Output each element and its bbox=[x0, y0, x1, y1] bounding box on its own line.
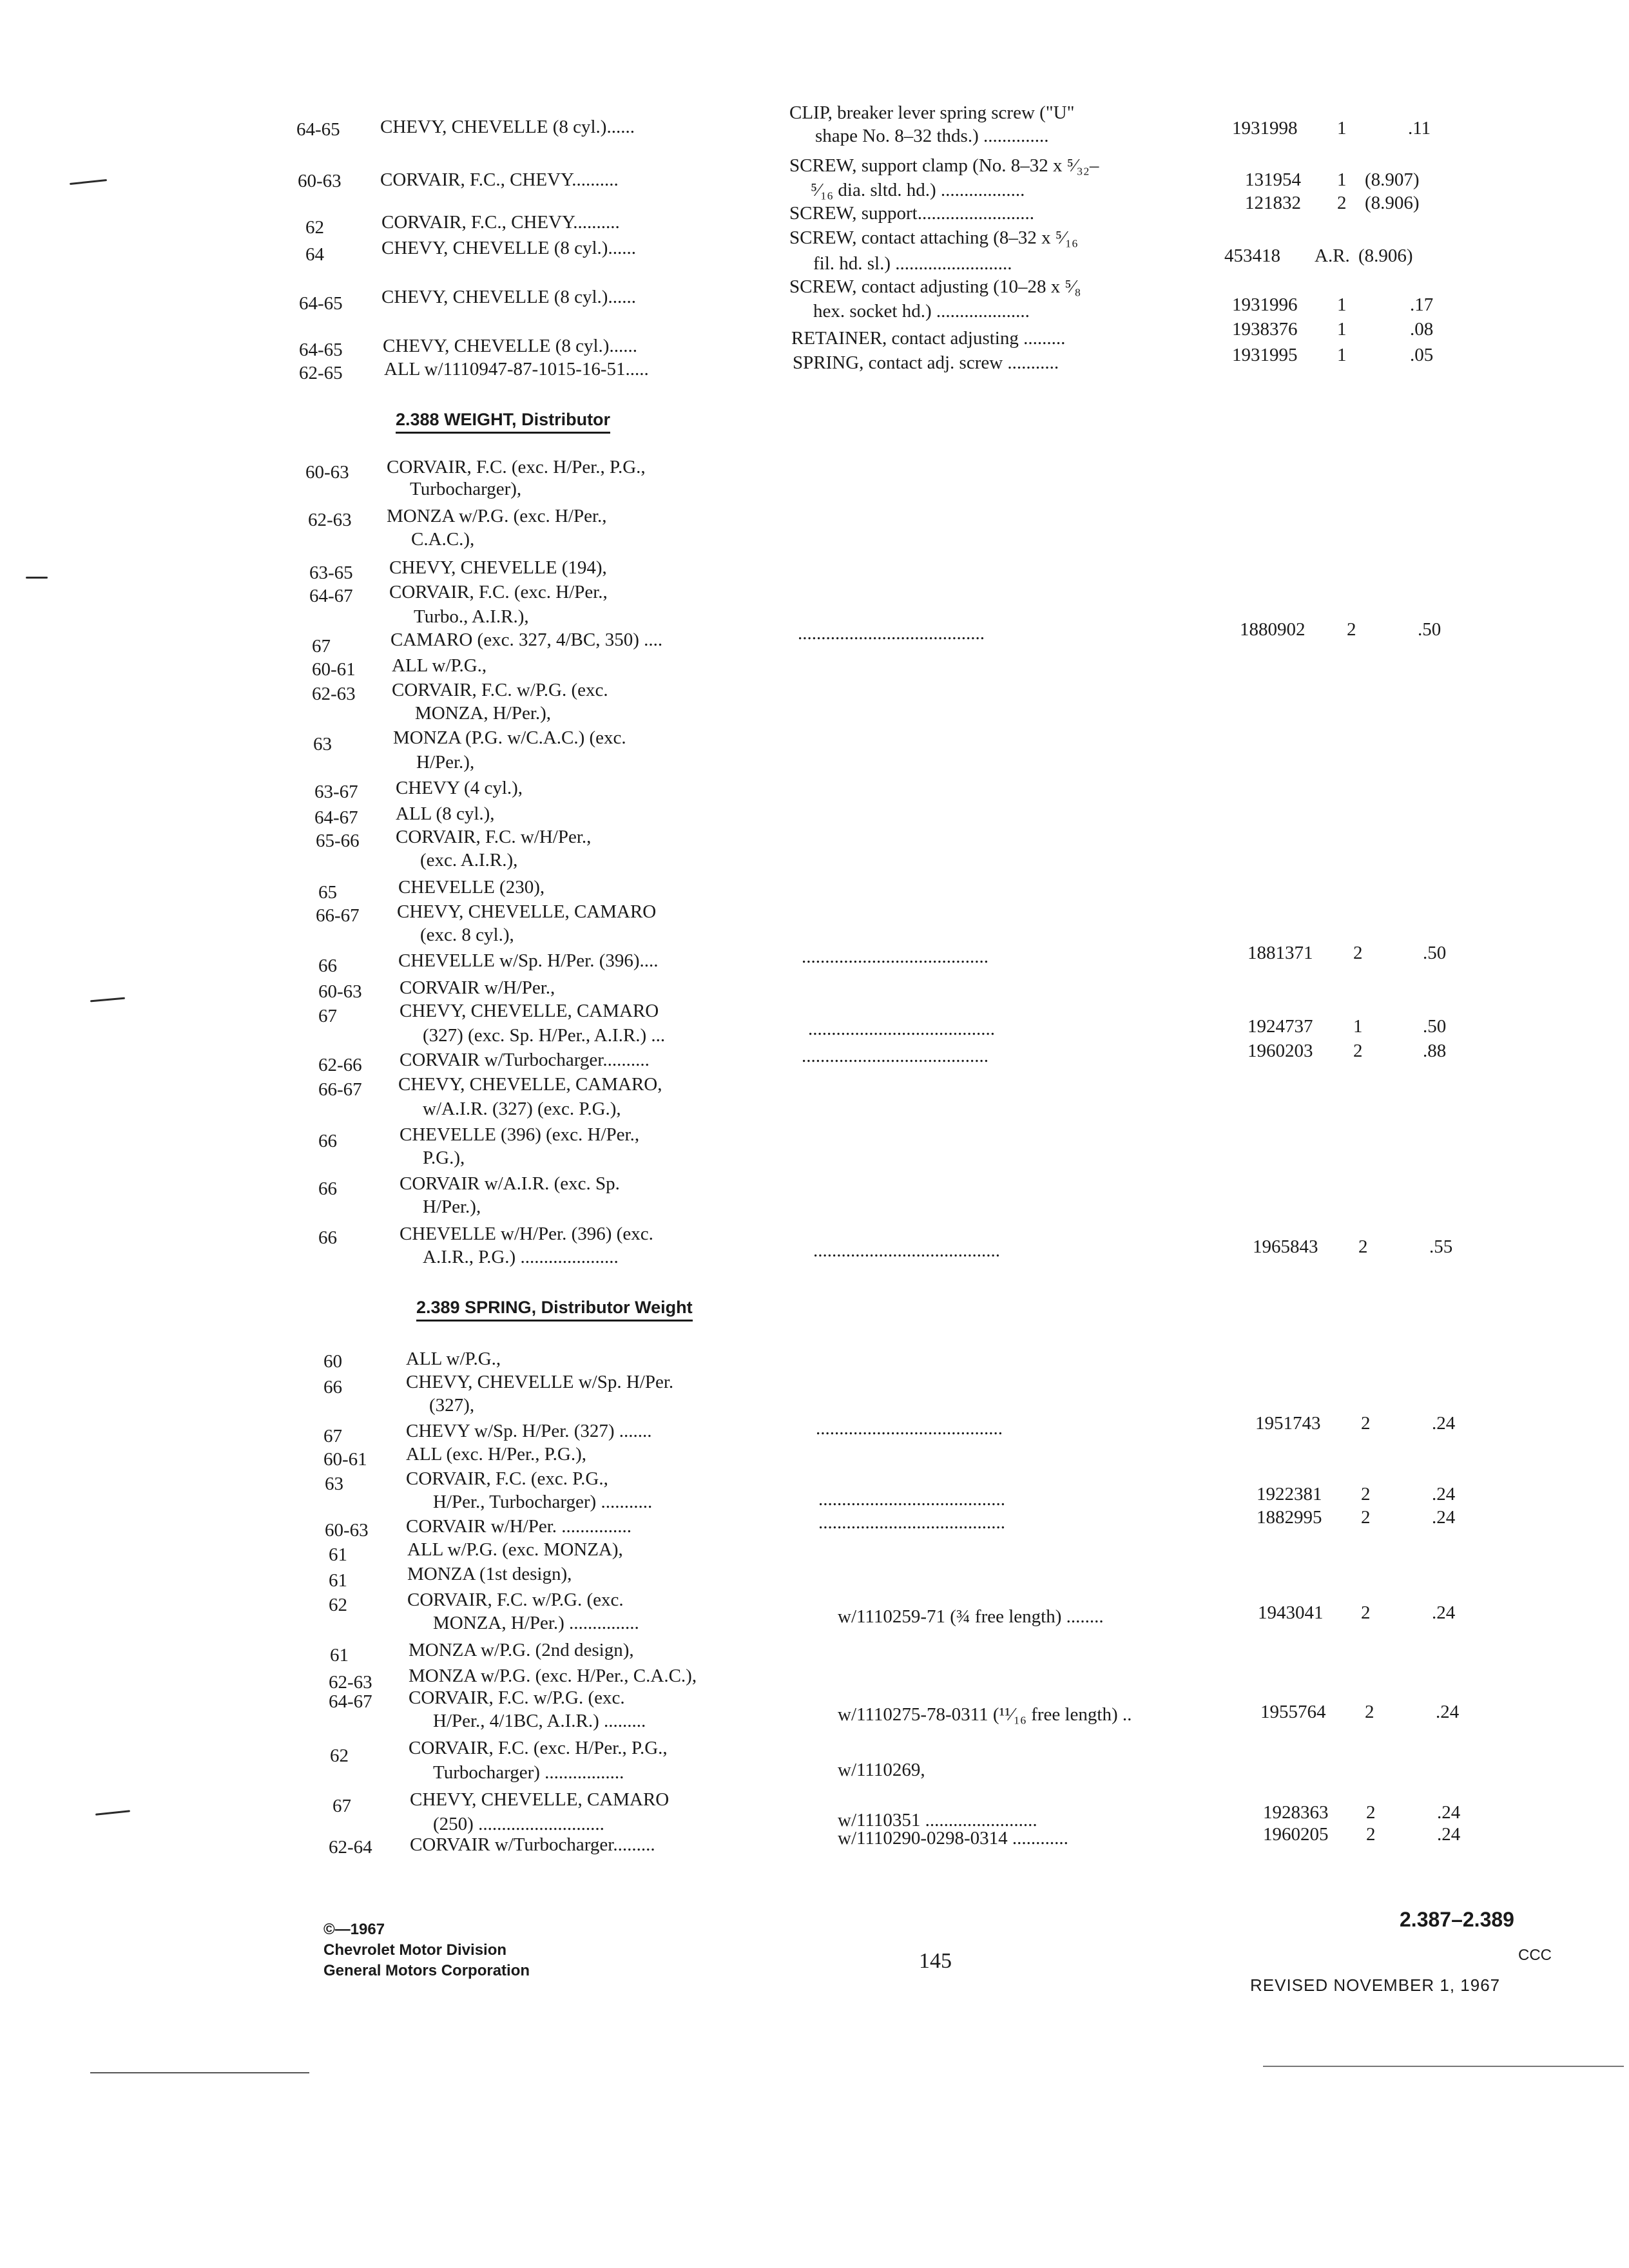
row-year: 66 bbox=[318, 1131, 337, 1151]
leader-dots: ........................................ bbox=[798, 623, 985, 644]
row-year: 63 bbox=[325, 1474, 343, 1494]
entry-part-cont: hex. socket hd.) .................... bbox=[813, 301, 1030, 322]
section-range: 2.387–2.389 bbox=[1400, 1908, 1514, 1931]
row-year: 62-63 bbox=[329, 1672, 372, 1693]
row-year: 66-67 bbox=[316, 905, 360, 926]
entry-part: RETAINER, contact adjusting ......... bbox=[791, 328, 1066, 349]
row-models: CORVAIR, F.C. w/P.G. (exc. bbox=[392, 680, 608, 700]
part-variant: w/1110259-71 (¾ free length) ........ bbox=[838, 1606, 1104, 1627]
price: .24 bbox=[1432, 1484, 1456, 1504]
part-number: 1943041 bbox=[1258, 1602, 1324, 1623]
row-models-cont: (exc. 8 cyl.), bbox=[420, 925, 514, 945]
row-models: CAMARO (exc. 327, 4/BC, 350) .... bbox=[390, 629, 663, 650]
quantity: 2 bbox=[1366, 1802, 1376, 1823]
quantity: 2 bbox=[1361, 1413, 1371, 1434]
price: .24 bbox=[1432, 1602, 1456, 1623]
row-models: MONZA w/P.G. (exc. H/Per., C.A.C.), bbox=[409, 1666, 697, 1686]
row-year: 67 bbox=[323, 1426, 342, 1446]
leader-dots: ........................................ bbox=[802, 947, 988, 967]
row-year: 62-64 bbox=[329, 1837, 372, 1858]
entry-models: CHEVY, CHEVELLE (8 cyl.)...... bbox=[380, 117, 635, 137]
row-year: 60-61 bbox=[312, 659, 356, 680]
leader-dots: ........................................ bbox=[813, 1240, 1000, 1261]
row-year: 64-67 bbox=[314, 807, 358, 828]
row-models-cont: Turbocharger) ................. bbox=[433, 1762, 624, 1783]
quantity: 2 bbox=[1361, 1507, 1371, 1528]
row-year: 63-67 bbox=[314, 782, 358, 802]
row-models: CHEVY, CHEVELLE, CAMARO bbox=[410, 1789, 670, 1810]
price: .05 bbox=[1410, 345, 1434, 365]
part-number: 1965843 bbox=[1253, 1236, 1318, 1257]
corporation-name: General Motors Corporation bbox=[323, 1962, 530, 1979]
row-models-cont: (exc. A.I.R.), bbox=[420, 850, 518, 870]
row-year: 63 bbox=[313, 734, 332, 754]
price: .24 bbox=[1432, 1413, 1456, 1434]
entry-year: 62 bbox=[305, 217, 324, 238]
entry-part-cont: ⁵⁄₁₆ dia. sltd. hd.) .................. bbox=[811, 180, 1025, 200]
part-number: 1880902 bbox=[1240, 619, 1306, 640]
price: .11 bbox=[1408, 118, 1431, 139]
row-models-cont: H/Per.), bbox=[423, 1196, 481, 1217]
price: .50 bbox=[1418, 619, 1441, 640]
quantity: 2 bbox=[1366, 1824, 1376, 1845]
row-models: CHEVY, CHEVELLE (194), bbox=[389, 557, 607, 578]
row-models: CHEVY (4 cyl.), bbox=[396, 778, 523, 798]
leader-dots: ........................................ bbox=[818, 1489, 1005, 1510]
row-models: ALL (exc. H/Per., P.G.), bbox=[406, 1444, 587, 1465]
price: .55 bbox=[1429, 1236, 1453, 1257]
row-year: 62-63 bbox=[308, 510, 352, 530]
price: .24 bbox=[1432, 1507, 1456, 1528]
entry-part: SCREW, support......................... bbox=[789, 203, 1034, 224]
row-models: CORVAIR, F.C. w/P.G. (exc. bbox=[407, 1590, 624, 1610]
part-variant: w/1110290-0298-0314 ............ bbox=[838, 1828, 1068, 1849]
entry-part: SCREW, contact adjusting (10–28 x ⁵⁄₈ bbox=[789, 276, 1081, 297]
entry-part-cont: fil. hd. sl.) ......................... bbox=[813, 253, 1012, 274]
row-year: 67 bbox=[318, 1006, 337, 1026]
row-year: 60-63 bbox=[305, 462, 349, 483]
entry-year: 62-65 bbox=[299, 363, 343, 383]
row-year: 60-63 bbox=[325, 1520, 369, 1541]
margin-mark bbox=[70, 179, 107, 185]
entry-part: SPRING, contact adj. screw ........... bbox=[793, 352, 1059, 373]
price: (8.907) bbox=[1365, 169, 1420, 190]
entry-part-cont: shape No. 8–32 thds.) .............. bbox=[815, 126, 1049, 146]
margin-mark bbox=[90, 997, 125, 1003]
row-models-cont: A.I.R., P.G.) ..................... bbox=[423, 1247, 619, 1267]
price: .50 bbox=[1423, 943, 1447, 963]
quantity: 1 bbox=[1353, 1016, 1363, 1037]
entry-year: 64-65 bbox=[299, 340, 343, 360]
row-models: CORVAIR, F.C. w/P.G. (exc. bbox=[409, 1687, 625, 1708]
row-models: CORVAIR, F.C. w/H/Per., bbox=[396, 827, 592, 847]
part-number: 1955764 bbox=[1260, 1702, 1326, 1722]
row-year: 67 bbox=[312, 636, 331, 657]
price: .24 bbox=[1437, 1802, 1461, 1823]
row-models: MONZA (1st design), bbox=[407, 1564, 572, 1584]
row-year: 66 bbox=[318, 956, 337, 976]
price: (8.906) bbox=[1365, 193, 1420, 213]
margin-mark bbox=[95, 1810, 130, 1816]
part-number: 1960203 bbox=[1248, 1041, 1313, 1061]
row-models: CORVAIR w/Turbocharger.......... bbox=[400, 1050, 650, 1070]
entry-year: 64-65 bbox=[299, 293, 343, 314]
quantity: 2 bbox=[1365, 1702, 1374, 1722]
row-models: CORVAIR, F.C. (exc. P.G., bbox=[406, 1468, 608, 1489]
row-year: 66-67 bbox=[318, 1079, 362, 1100]
row-models: CORVAIR, F.C. (exc. H/Per., bbox=[389, 582, 608, 602]
row-models: CHEVY, CHEVELLE, CAMARO bbox=[400, 1001, 659, 1021]
entry-models: CORVAIR, F.C., CHEVY.......... bbox=[380, 169, 619, 190]
price: (8.906) bbox=[1358, 245, 1413, 266]
bottom-rule-left bbox=[90, 2072, 309, 2073]
row-models-cont: MONZA, H/Per.), bbox=[415, 703, 552, 724]
leader-dots: ........................................ bbox=[802, 1046, 988, 1066]
row-year: 66 bbox=[318, 1178, 337, 1199]
row-models: ALL (8 cyl.), bbox=[396, 803, 495, 824]
entry-part: SCREW, contact attaching (8–32 x ⁵⁄₁₆ bbox=[789, 227, 1079, 248]
part-number: 1938376 bbox=[1232, 319, 1298, 340]
row-models: ALL w/P.G., bbox=[392, 655, 487, 676]
part-number: 121832 bbox=[1245, 193, 1301, 213]
row-models: CORVAIR w/H/Per., bbox=[400, 977, 555, 998]
row-year: 61 bbox=[329, 1570, 347, 1591]
row-models-cont: (250) ........................... bbox=[433, 1814, 604, 1834]
leader-dots: ........................................ bbox=[818, 1512, 1005, 1533]
row-year: 65 bbox=[318, 882, 337, 903]
row-models-cont: H/Per.), bbox=[416, 752, 475, 773]
price: .17 bbox=[1410, 294, 1434, 315]
section-heading-spring: 2.389 SPRING, Distributor Weight bbox=[416, 1296, 693, 1321]
part-number: 131954 bbox=[1245, 169, 1301, 190]
part-variant: w/1110351 ........................ bbox=[838, 1810, 1037, 1831]
part-number: 1931995 bbox=[1232, 345, 1298, 365]
quantity: 1 bbox=[1337, 118, 1347, 139]
copyright: ©—1967 bbox=[323, 1921, 385, 1938]
quantity: 2 bbox=[1361, 1602, 1371, 1623]
row-year: 66 bbox=[323, 1377, 342, 1398]
part-variant: w/1110269, bbox=[838, 1760, 925, 1780]
row-models: ALL w/P.G. (exc. MONZA), bbox=[407, 1539, 623, 1560]
part-number: 1882995 bbox=[1257, 1507, 1322, 1528]
quantity: 2 bbox=[1358, 1236, 1368, 1257]
section-heading-weight: 2.388 WEIGHT, Distributor bbox=[396, 408, 610, 434]
bottom-rule-right bbox=[1263, 2066, 1624, 2067]
price: .50 bbox=[1423, 1016, 1447, 1037]
part-number: 1928363 bbox=[1263, 1802, 1329, 1823]
entry-models: ALL w/1110947-87-1015-16-51..... bbox=[384, 359, 649, 380]
row-models: MONZA w/P.G. (2nd design), bbox=[409, 1640, 634, 1660]
entry-models: CHEVY, CHEVELLE (8 cyl.)...... bbox=[381, 287, 636, 307]
leader-dots: ........................................ bbox=[808, 1019, 995, 1039]
entry-models: CORVAIR, F.C., CHEVY.......... bbox=[381, 212, 620, 233]
row-models-cont: Turbocharger), bbox=[410, 479, 522, 499]
revised-date: REVISED NOVEMBER 1, 1967 bbox=[1250, 1975, 1501, 1995]
row-models-cont: P.G.), bbox=[423, 1148, 465, 1168]
row-models: MONZA w/P.G. (exc. H/Per., bbox=[387, 506, 607, 526]
quantity: 2 bbox=[1347, 619, 1356, 640]
part-number: 453418 bbox=[1224, 245, 1280, 266]
row-models-cont: Turbo., A.I.R.), bbox=[414, 606, 529, 627]
row-models-cont: (327) (exc. Sp. H/Per., A.I.R.) ... bbox=[423, 1025, 666, 1046]
page-number: 145 bbox=[919, 1949, 952, 1973]
entry-year: 64-65 bbox=[296, 119, 340, 140]
quantity: 1 bbox=[1337, 319, 1347, 340]
entry-part: SCREW, support clamp (No. 8–32 x ⁵⁄₃₂– bbox=[789, 155, 1099, 176]
row-year: 61 bbox=[330, 1645, 349, 1666]
part-number: 1931996 bbox=[1232, 294, 1298, 315]
part-variant: w/1110275-78-0311 (¹¹⁄₁₆ free length) .. bbox=[838, 1704, 1132, 1725]
row-year: 66 bbox=[318, 1227, 337, 1248]
row-models: MONZA (P.G. w/C.A.C.) (exc. bbox=[393, 727, 626, 748]
row-models: CHEVELLE (396) (exc. H/Per., bbox=[400, 1124, 640, 1145]
row-models: CORVAIR w/A.I.R. (exc. Sp. bbox=[400, 1173, 620, 1194]
price: .24 bbox=[1436, 1702, 1460, 1722]
price: .24 bbox=[1437, 1824, 1461, 1845]
entry-part: CLIP, breaker lever spring screw ("U" bbox=[789, 102, 1075, 123]
row-models: CHEVY, CHEVELLE, CAMARO bbox=[397, 901, 657, 922]
part-number: 1960205 bbox=[1263, 1824, 1329, 1845]
row-year: 61 bbox=[329, 1544, 347, 1565]
margin-mark bbox=[26, 577, 48, 579]
row-year: 64-67 bbox=[309, 586, 353, 606]
price: .08 bbox=[1410, 319, 1434, 340]
row-year: 62-63 bbox=[312, 684, 356, 704]
row-models: ALL w/P.G., bbox=[406, 1349, 501, 1369]
quantity: 1 bbox=[1337, 169, 1347, 190]
row-year: 65-66 bbox=[316, 831, 360, 851]
entry-year: 60-63 bbox=[298, 171, 342, 191]
quantity: 1 bbox=[1337, 345, 1347, 365]
row-models-cont: C.A.C.), bbox=[411, 529, 475, 550]
row-models: CHEVELLE (230), bbox=[398, 877, 545, 898]
quantity: 2 bbox=[1361, 1484, 1371, 1504]
row-models: CHEVELLE w/Sp. H/Per. (396).... bbox=[398, 950, 659, 971]
entry-year: 64 bbox=[305, 244, 324, 265]
row-models: CHEVY, CHEVELLE w/Sp. H/Per. bbox=[406, 1372, 674, 1392]
row-models: CHEVY, CHEVELLE, CAMARO, bbox=[398, 1074, 662, 1095]
quantity: 2 bbox=[1353, 1041, 1363, 1061]
code-label: CCC bbox=[1518, 1946, 1552, 1964]
quantity: 1 bbox=[1337, 294, 1347, 315]
row-models-cont: H/Per., Turbocharger) ........... bbox=[433, 1492, 653, 1512]
row-models-cont: (327), bbox=[429, 1395, 475, 1416]
row-year: 64-67 bbox=[329, 1691, 372, 1712]
row-year: 62 bbox=[330, 1745, 349, 1766]
row-models: CORVAIR w/Turbocharger......... bbox=[410, 1834, 655, 1855]
quantity: 2 bbox=[1337, 193, 1347, 213]
row-models-cont: MONZA, H/Per.) ............... bbox=[433, 1613, 639, 1633]
entry-models: CHEVY, CHEVELLE (8 cyl.)...... bbox=[383, 336, 637, 356]
quantity: A.R. bbox=[1315, 245, 1350, 266]
part-number: 1922381 bbox=[1257, 1484, 1322, 1504]
row-year: 62-66 bbox=[318, 1055, 362, 1075]
part-number: 1931998 bbox=[1232, 118, 1298, 139]
part-number: 1951743 bbox=[1255, 1413, 1321, 1434]
row-year: 63-65 bbox=[309, 562, 353, 583]
division-name: Chevrolet Motor Division bbox=[323, 1941, 507, 1959]
row-year: 60-61 bbox=[323, 1449, 367, 1470]
row-models-cont: w/A.I.R. (327) (exc. P.G.), bbox=[423, 1099, 621, 1119]
part-number: 1924737 bbox=[1248, 1016, 1313, 1037]
row-models: CHEVELLE w/H/Per. (396) (exc. bbox=[400, 1224, 653, 1244]
row-models-cont: H/Per., 4/1BC, A.I.R.) ......... bbox=[433, 1711, 646, 1731]
entry-models: CHEVY, CHEVELLE (8 cyl.)...... bbox=[381, 238, 636, 258]
row-models: CORVAIR, F.C. (exc. H/Per., P.G., bbox=[387, 457, 646, 477]
row-models: CORVAIR, F.C. (exc. H/Per., P.G., bbox=[409, 1738, 668, 1758]
row-models: CHEVY w/Sp. H/Per. (327) ....... bbox=[406, 1421, 652, 1441]
row-models: CORVAIR w/H/Per. ............... bbox=[406, 1516, 632, 1537]
row-year: 67 bbox=[333, 1796, 351, 1816]
leader-dots: ........................................ bbox=[816, 1418, 1003, 1439]
row-year: 60-63 bbox=[318, 981, 362, 1002]
quantity: 2 bbox=[1353, 943, 1363, 963]
row-year: 60 bbox=[323, 1351, 342, 1372]
part-number: 1881371 bbox=[1248, 943, 1313, 963]
row-year: 62 bbox=[329, 1595, 347, 1615]
price: .88 bbox=[1423, 1041, 1447, 1061]
